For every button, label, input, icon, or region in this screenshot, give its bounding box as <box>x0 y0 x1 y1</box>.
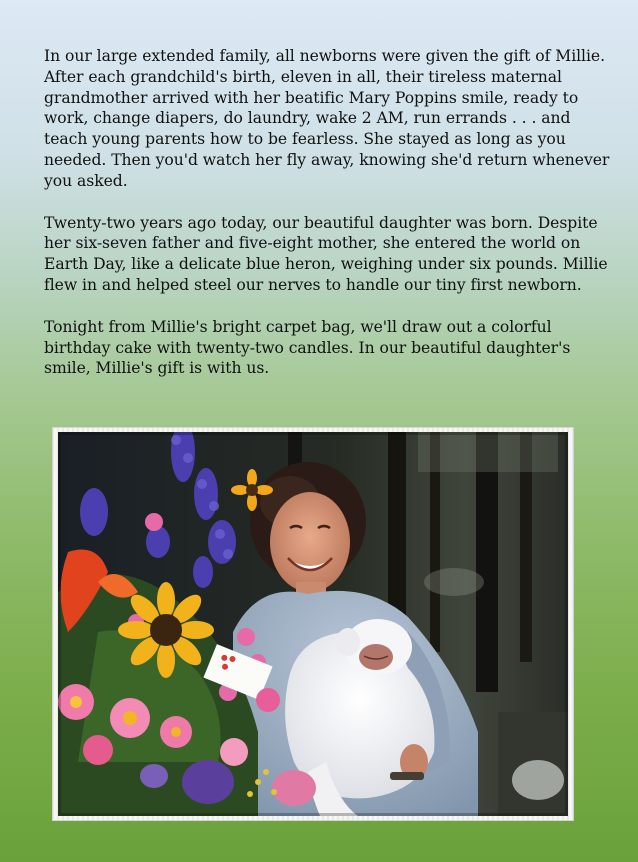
photo-illustration <box>58 432 568 816</box>
family-photo <box>58 432 568 816</box>
story-text <box>44 46 614 400</box>
story-paragraph-1: In our large extended family, all newborns were given the gift of Millie. After each grandchild's birth, eleven in all, their tireless maternal grandmother arrived with her beatific Mary Poppins smile, ready to work, change diapers, do laundry, wake 2 AM, run errands . . . and teach young parents how to be fearless. She stayed as long as you needed. Then you'd watch her fly away, knowing she'd return whenever you asked. <box>44 47 610 190</box>
photo-frame <box>52 427 574 821</box>
story-paragraph-2: Twenty-two years ago today, our beautiful daughter was born. Despite her six-seven father and five-eight mother, she entered the world on Earth Day, like a delicate blue heron, weighing under six pounds. Millie flew in and helped steel our nerves to handle our tiny first newborn. <box>44 213 608 294</box>
story-paragraph-3: Tonight from Millie's bright carpet bag, we'll draw out a colorful birthday cake with twenty-two candles. In our beautiful daughter's smile, Millie's gift is with us. <box>44 317 571 378</box>
